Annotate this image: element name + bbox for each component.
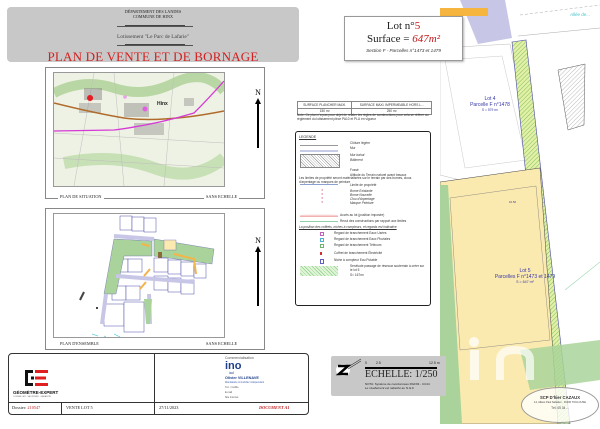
ensemble-scale-caption: SANS ECHELLE	[206, 341, 238, 346]
legend: LEGENDE ✕ ✕ ✕ ✕ Clôture légère Mur Mur bahut Bâtiment Fossé Altitude du Terrain naturel avant travaux Les limites de propriété seront matérialisées sur le terrain par des bornes, clous d'arpentage ou marques de peinture Limite de propriété Borne Existante Borne Nouvelle Clou d'Arpentage Marque Peinture Accès au lot (position imposée) Recul des constructions par rapport aux limites La position des coffrets, niches à compteurs, et regards est indicative Regard de branchement Eaux Usées Regard de branchement Eaux Pluviales Regard de branchement Télécom Coffret de branchement Électricité Niche à compteur Eau Potable Servitude passage de réseaux souterrain à créer sur le lot 5 S= 167m²	[295, 131, 431, 306]
wastewater-icon	[320, 232, 324, 236]
setback-symbol	[300, 221, 338, 222]
lotissement-label: Lotissement "Le Parc de Lafarie"	[116, 34, 190, 40]
lot-section: Section F - Parcelles n°1473 et 1479	[366, 48, 441, 53]
ensemble-caption: PLAN D'ENSEMBLE	[60, 341, 99, 346]
north-arrow: N	[253, 88, 263, 148]
scale-title: ECHELLE: 1/250	[365, 369, 438, 380]
parcel-plan-icon	[440, 0, 600, 424]
stormwater-icon	[320, 238, 324, 242]
geometre-expert-logo-icon	[23, 368, 53, 388]
department-label: DÉPARTEMENT DES LANDES	[124, 9, 182, 14]
water-meter-icon	[320, 259, 324, 264]
divider	[154, 354, 155, 414]
light-fence-symbol	[300, 145, 338, 146]
lot-summary-box	[344, 16, 463, 61]
telecom-icon	[320, 244, 324, 248]
survey-markers-symbol: ✕ ✕ ✕ ✕	[321, 188, 324, 204]
electricity-icon	[320, 252, 322, 255]
title-cartouche	[7, 7, 299, 62]
boundary-plan	[440, 0, 600, 350]
vente-label: VENTE LOT 5	[66, 405, 93, 410]
divider	[61, 402, 62, 414]
divider	[125, 44, 185, 46]
legend-title: LEGENDE	[299, 135, 317, 139]
situation-map	[53, 72, 225, 187]
topographic-map-icon	[54, 73, 224, 186]
page-title: PLAN DE VENTE ET DE BORNAGE	[47, 49, 259, 64]
situation-caption: PLAN DE SITUATION	[60, 194, 102, 199]
svg-text:Hinx: Hinx	[157, 101, 168, 107]
iad-logo: ino	[225, 360, 242, 372]
lot-surface: Surface = 647m²	[366, 33, 441, 45]
north-arrow-icon	[257, 103, 259, 148]
north-arrow-icon	[257, 251, 259, 306]
lot-number: Lot n°5	[386, 20, 421, 32]
scale-box: 0 2.5 12.5 m ECHELLE: 1/250 NOTA: Système de coordonnées RGF93 - CC44 Le nivellement est rattaché au N.G.F.	[331, 356, 446, 396]
table-cell: 250 m²	[352, 108, 432, 115]
ensemble-map	[53, 213, 225, 338]
divider	[125, 25, 185, 27]
wall-symbol	[300, 150, 338, 152]
lot-4-label: Lot 4 Parcelle F n°1478 S = 579 m²	[470, 96, 510, 112]
lot-5-label: Lot 5 Parcelles F n°1473 et 1479 S = 647 m²	[494, 268, 556, 284]
north-compass-icon	[334, 358, 362, 378]
svg-text:16.56: 16.56	[509, 200, 516, 204]
date-label: 27/11/2023	[159, 405, 179, 410]
construction-note: Note: Ce plan n'a pas pour objet de relater les règles de constructions pour cela se référer au règlement du lotissement pièce PA10 et PLU en vigueur	[297, 113, 429, 122]
dossier-label: Dossier: 210547	[12, 405, 41, 410]
table-header: SURFACE PLANCHER MAXI.	[298, 102, 352, 109]
access-symbol	[300, 214, 338, 217]
divider	[9, 402, 308, 403]
logo-text: GÉOMÈTRE-EXPERT	[13, 390, 59, 395]
north-arrow: N	[253, 236, 263, 306]
easement-symbol	[300, 266, 338, 276]
agent-name: Olivier VILLENAVE	[225, 376, 259, 380]
surveyor-stamp: SCP D'hier CAZAUX 14, Allées Paul Sabatier · 31000 TOULOUSE Tél. 05 34 ...	[521, 387, 599, 423]
table-cell: 150 m²	[298, 108, 352, 115]
footer-cartouche: GÉOMÈTRE-EXPERT CONSEILLER · VALORISER · GARANTIR Dossier: 210547 VENTE LOT 5 27/11/2023 DOCUMENT A1 Commercialisation ino iad Olivier VILLENAVE Mandataire immobilier indépendant Tél. / mobile E-mail Site internet	[8, 353, 309, 415]
document-label: DOCUMENT A1	[259, 405, 290, 410]
table-header: SURFACE MAXI. IMPERMEABLE HORS L...	[352, 102, 432, 109]
subdivision-plan-icon	[54, 214, 224, 337]
situation-scale-caption: SANS ECHELLE	[206, 194, 238, 199]
building-symbol	[300, 154, 340, 168]
commune-label: COMMUNE DE HINX	[132, 14, 173, 19]
svg-text:Allée de...: Allée de...	[570, 12, 591, 17]
